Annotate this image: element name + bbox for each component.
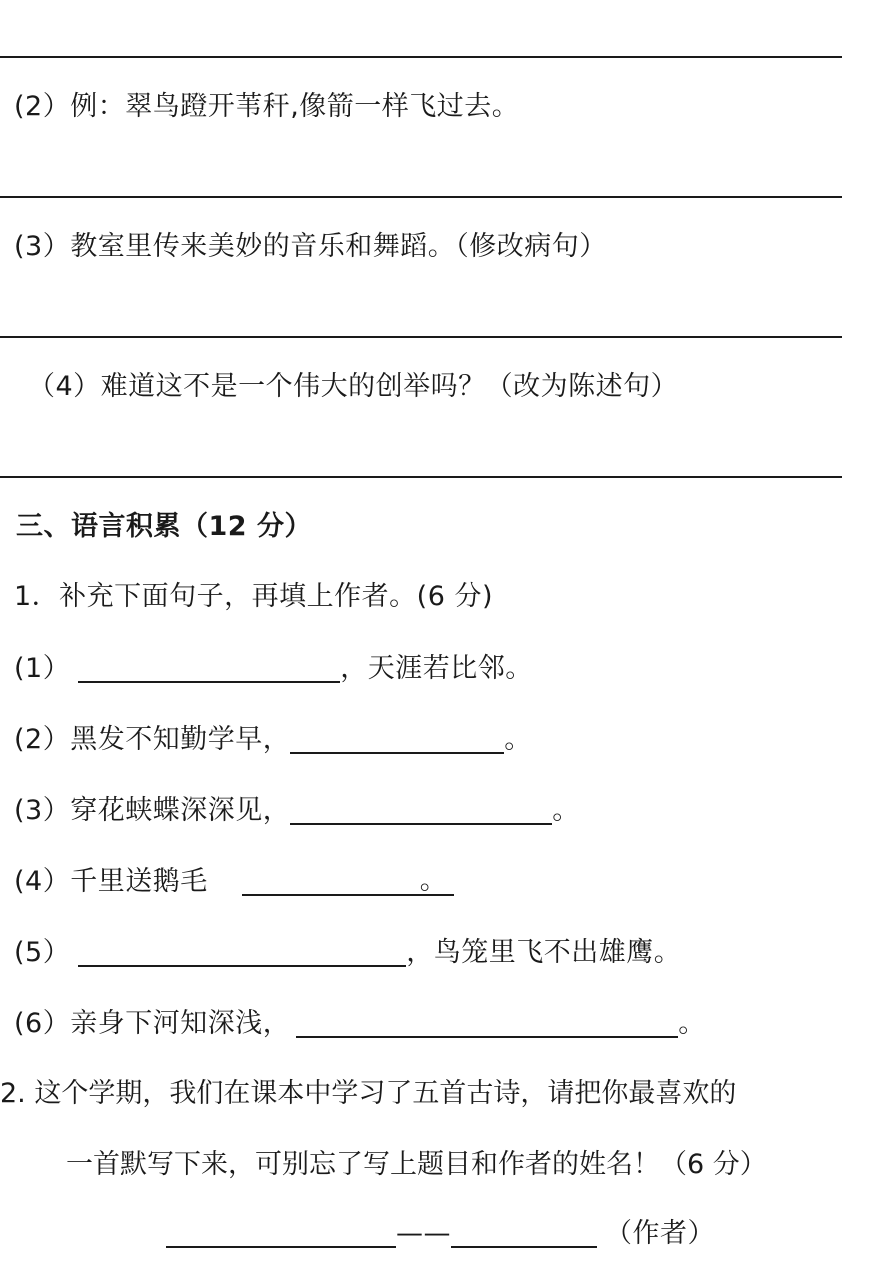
poem-author-blank[interactable] xyxy=(451,1216,597,1248)
fill-item-6-prefix: (6）亲身下河知深浅， xyxy=(14,1008,291,1039)
fill-blank-5[interactable] xyxy=(78,935,406,967)
answer-rule-q2 xyxy=(0,196,842,198)
fill-item-6-suffix: 。 xyxy=(678,1008,706,1039)
fill-item-5-prefix: (5） xyxy=(14,937,71,968)
author-label: （作者） xyxy=(605,1218,715,1249)
title-author-dash: —— xyxy=(396,1218,451,1249)
fill-item-2 xyxy=(14,722,532,757)
section-heading: 三、语言积累（12 分） xyxy=(16,511,312,542)
fill-item-5-suffix: ，鸟笼里飞不出雄鹰。 xyxy=(406,937,682,968)
fill-blank-6[interactable] xyxy=(296,1006,678,1038)
answer-rule-top xyxy=(0,56,842,58)
fill-item-2-suffix: 。 xyxy=(504,724,532,755)
item-2-text: (2）例：翠鸟蹬开苇秆,像箭一样飞过去。 xyxy=(14,91,520,122)
fill-item-3 xyxy=(14,793,580,828)
question-2-line-1: 2. 这个学期，我们在课本中学习了五首古诗，请把你最喜欢的 xyxy=(0,1078,737,1109)
fill-item-1-suffix: ，天涯若比邻。 xyxy=(340,653,533,684)
fill-item-5 xyxy=(14,935,681,970)
fill-item-4 xyxy=(14,864,454,899)
answer-rule-q4 xyxy=(0,476,842,478)
fill-blank-2[interactable] xyxy=(290,722,504,754)
fill-blank-1[interactable] xyxy=(78,651,340,683)
fill-item-4-suffix: 。 xyxy=(419,865,448,896)
fill-item-3-suffix: 。 xyxy=(552,795,580,826)
item-3-text: (3）教室里传来美妙的音乐和舞蹈。（修改病句） xyxy=(14,231,607,262)
fill-blank-4[interactable] xyxy=(242,864,454,896)
question-1-title: 1．补充下面句子，再填上作者。(6 分) xyxy=(14,581,494,612)
fill-item-3-prefix: (3）穿花蛱蝶深深见， xyxy=(14,795,291,826)
fill-item-2-prefix: (2）黑发不知勤学早， xyxy=(14,724,291,755)
fill-item-4-prefix: (4）千里送鹅毛 xyxy=(14,866,208,897)
fill-blank-3[interactable] xyxy=(290,793,552,825)
fill-item-1-prefix: (1） xyxy=(14,653,71,684)
fill-item-1 xyxy=(14,651,533,686)
item-4-text: （4）难道这不是一个伟大的创举吗？（改为陈述句） xyxy=(28,371,679,402)
question-2-line-2: 一首默写下来，可别忘了写上题目和作者的姓名！（6 分） xyxy=(66,1149,767,1180)
fill-item-6 xyxy=(14,1006,706,1041)
poem-answer-line xyxy=(166,1216,715,1251)
poem-title-blank[interactable] xyxy=(166,1216,396,1248)
answer-rule-q3 xyxy=(0,336,842,338)
